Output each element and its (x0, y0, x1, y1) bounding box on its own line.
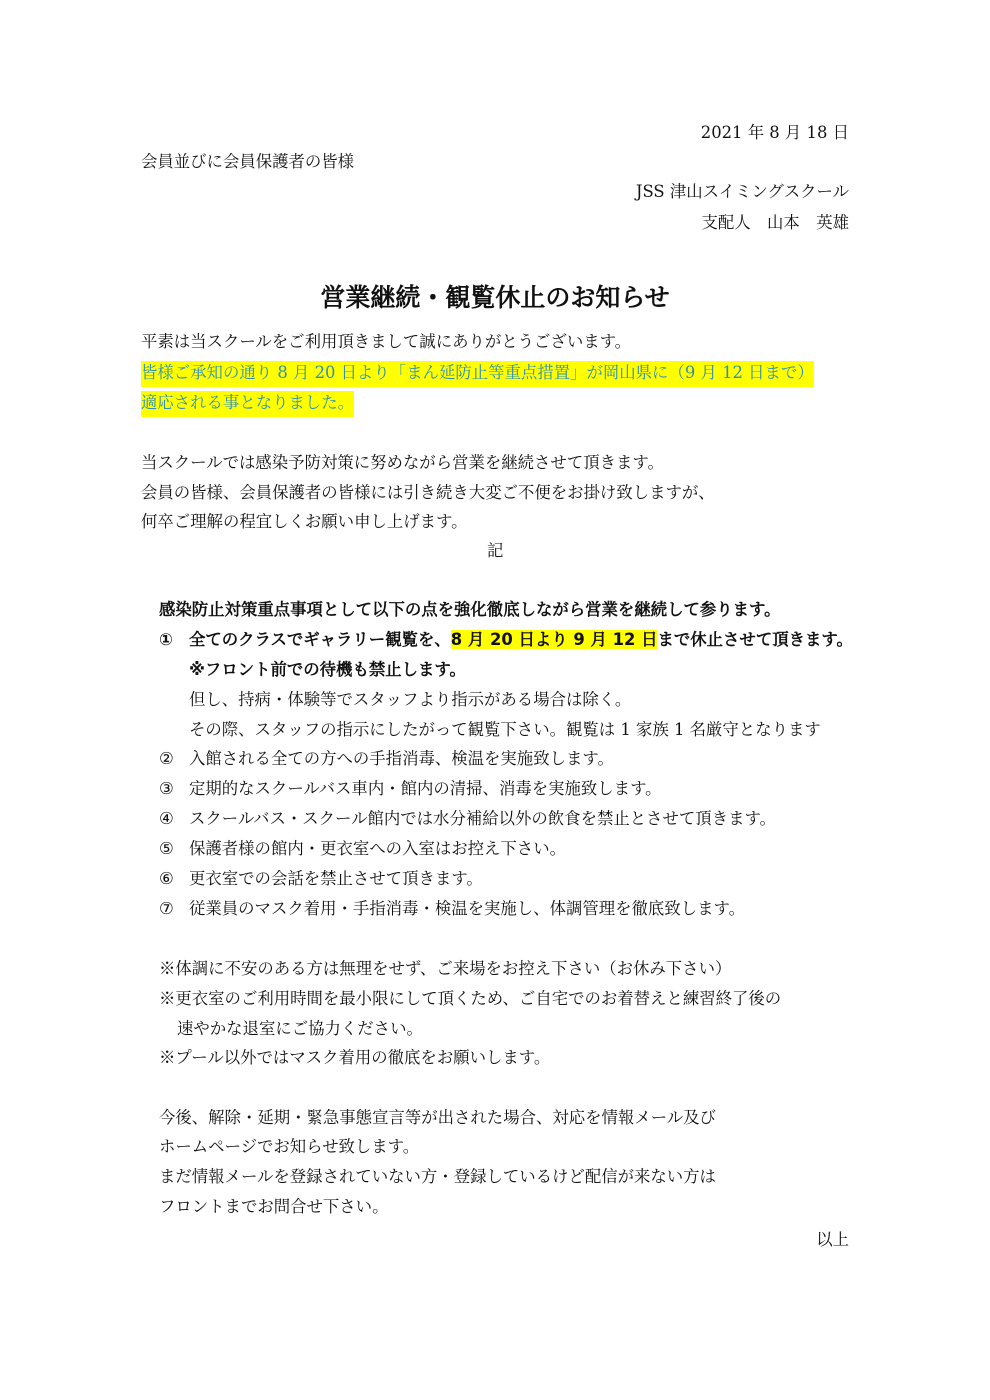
item-1-text-post: まで休止させて頂きます。 (657, 630, 853, 649)
measure-item-5 (159, 838, 566, 860)
ki-mark: 記 (487, 541, 504, 560)
closing-line-2: ホームページでお知らせ致します。 (159, 1137, 420, 1156)
body-line-2: 会員の皆様、会員保護者の皆様には引き続き大変ご不便をお掛け致しますが、 (141, 483, 715, 502)
greeting: 平素は当スクールをご利用頂きまして誠にありがとうございます。 (141, 332, 632, 351)
item-4-number: ④ (159, 809, 174, 828)
page-title: 営業継続・観覧休止のお知らせ (320, 283, 670, 312)
item-3-text: 定期的なスクールバス車内・館内の清掃、消毒を実施致します。 (189, 779, 662, 798)
note-2b: 速やかな退室にご協力ください。 (177, 1019, 423, 1038)
item-1-note-2: 但し、持病・体験等でスタッフより指示がある場合は除く。 (189, 690, 632, 709)
item-7-text: 従業員のマスク着用・手指消毒・検温を実施し、体調管理を徹底致します。 (189, 899, 745, 918)
closing-line-3: まだ情報メールを登録されていない方・登録しているけど配信が来ない方は (159, 1167, 716, 1186)
item-2-text: 入館される全ての方への手指消毒、検温を実施致します。 (189, 749, 614, 768)
recipient: 会員並びに会員保護者の皆様 (141, 152, 355, 171)
closing-line-1: 今後、解除・延期・緊急事態宣言等が出された場合、対応を情報メール及び (159, 1108, 716, 1127)
note-1: ※体調に不安のある方は無理をせず、ご来場をお控え下さい（お休み下さい） (159, 959, 732, 978)
measure-item-1 (159, 629, 853, 651)
measure-item-6 (159, 868, 483, 890)
item-2-number: ② (159, 749, 174, 768)
highlight-line-1 (141, 362, 814, 384)
item-6-text: 更衣室での会話を禁止させて頂きます。 (189, 869, 483, 888)
note-3: ※プール以外ではマスク着用の徹底をお願いします。 (159, 1048, 551, 1067)
item-1-text-pre: 全てのクラスでギャラリー観覧を、 (189, 630, 451, 649)
body-line-3: 何卒ご理解の程宜しくお願い申し上げます。 (141, 512, 468, 531)
date: 2021 年 8 月 18 日 (700, 123, 849, 142)
highlight-text-2: 適応される事となりました。 (141, 391, 354, 417)
sender-person: 支配人 山本 英雄 (701, 213, 849, 232)
body-line-1: 当スクールでは感染予防対策に努めながら営業を継続させて頂きます。 (141, 453, 664, 472)
item-1-dates: 8 月 20 日より 9 月 12 日 (450, 630, 658, 649)
item-5-number: ⑤ (159, 839, 174, 858)
item-1-note-bold: ※フロント前での待機も禁止します。 (189, 660, 466, 679)
highlight-line-2 (141, 392, 354, 414)
highlight-text-1: 皆様ご承知の通り 8 月 20 日より「まん延防止等重点措置」が岡山県に（9 月 12 日まで） (141, 361, 814, 387)
note-2a: ※更衣室のご利用時間を最小限にして頂くため、ご自宅でのお着替えと練習終了後の (159, 989, 782, 1008)
measure-item-7 (159, 898, 745, 920)
sender-org: JSS 津山スイミングスクール (635, 182, 849, 201)
item-6-number: ⑥ (159, 869, 174, 888)
item-5-text: 保護者様の館内・更衣室への入室はお控え下さい。 (189, 839, 566, 858)
item-4-text: スクールバス・スクール館内では水分補給以外の飲食を禁止とさせて頂きます。 (189, 809, 776, 828)
measure-item-3 (159, 778, 662, 800)
measure-item-4 (159, 808, 776, 830)
measure-item-2 (159, 748, 614, 770)
measures-heading: 感染防止対策重点事項として以下の点を強化徹底しながら営業を継続して参ります。 (159, 600, 781, 619)
item-7-number: ⑦ (159, 899, 174, 918)
closing-line-4: フロントまでお問合せ下さい。 (159, 1197, 389, 1216)
item-1-note-3: その際、スタッフの指示にしたがって観覧下さい。観覧は 1 家族 1 名厳守となります (189, 720, 821, 739)
closing-end: 以上 (816, 1230, 849, 1249)
item-3-number: ③ (159, 779, 174, 798)
item-1-number: ① (159, 630, 173, 649)
